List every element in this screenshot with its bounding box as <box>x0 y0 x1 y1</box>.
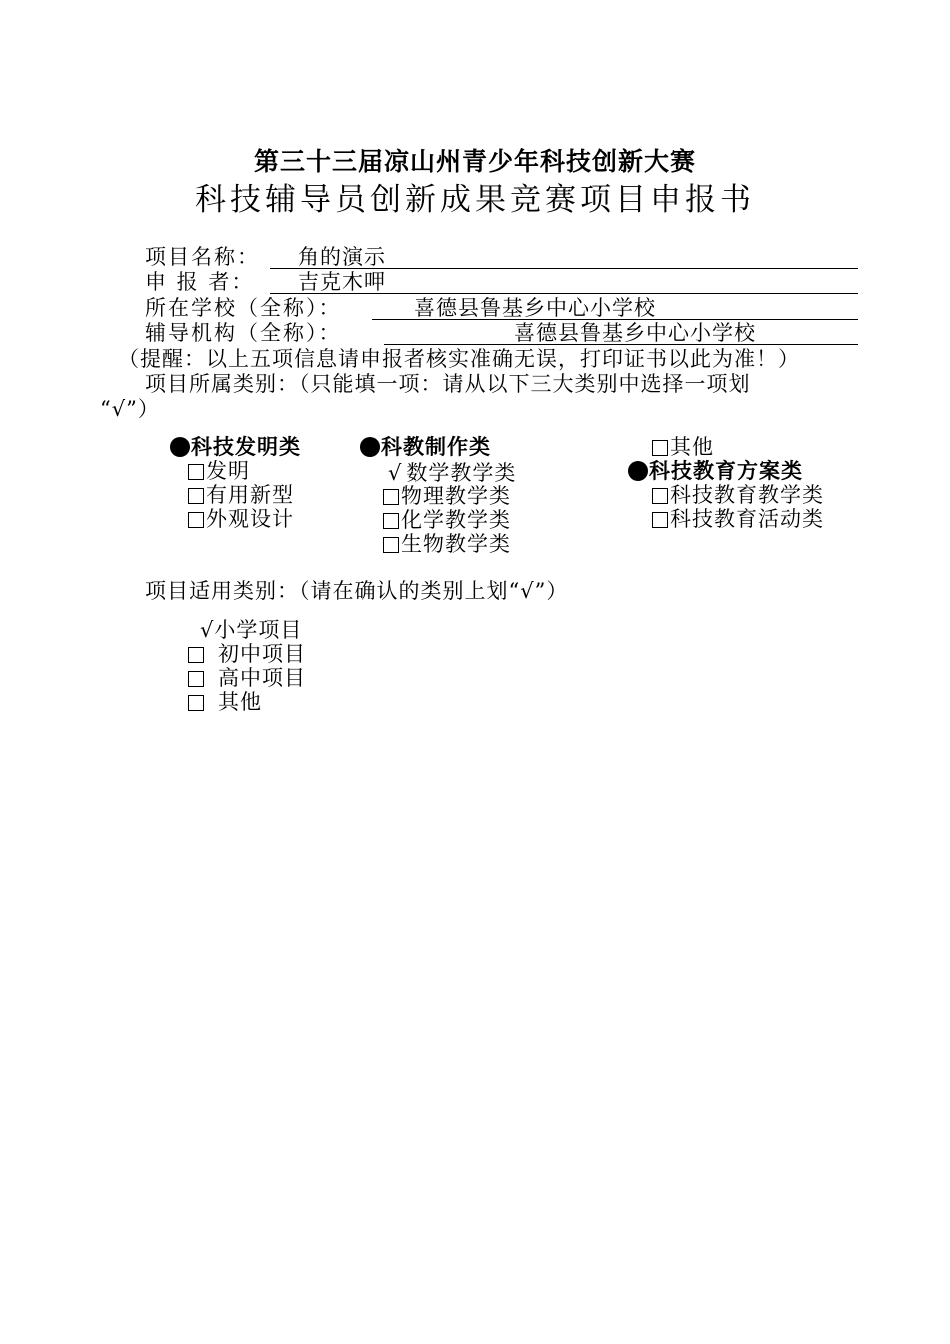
bullet-icon <box>170 437 190 457</box>
category-prompt-cont: “√”） <box>100 397 160 421</box>
option-edu-teaching[interactable]: 科技教育教学类 <box>652 483 824 507</box>
applicant-label: 申 报 者： <box>145 270 255 294</box>
checkbox-icon[interactable] <box>652 512 668 528</box>
checkmark-icon[interactable]: √ <box>388 461 403 485</box>
applicant-field[interactable]: 吉克木呷 <box>298 270 386 294</box>
category-invention <box>170 435 301 459</box>
checkbox-icon[interactable] <box>188 647 204 663</box>
checkbox-icon[interactable] <box>383 537 399 553</box>
option-biology-teaching[interactable]: 生物教学类 <box>383 532 511 556</box>
project-name-label: 项目名称： <box>145 245 260 269</box>
bullet-icon <box>628 461 648 481</box>
category-education-plan <box>628 459 803 483</box>
school-label: 所在学校（全称）： <box>145 296 342 320</box>
option-chemistry-teaching[interactable]: 化学教学类 <box>383 508 511 532</box>
page-title: 第三十三届凉山州青少年科技创新大赛 <box>253 147 696 176</box>
category-prompt: 项目所属类别：（只能填一项：请从以下三大类别中选择一项划 <box>145 372 751 396</box>
project-name-field[interactable]: 角的演示 <box>298 245 386 269</box>
option-utility-model[interactable]: 有用新型 <box>188 483 294 507</box>
option-design[interactable]: 外观设计 <box>188 507 294 531</box>
checkbox-icon[interactable] <box>188 695 204 711</box>
checkbox-icon[interactable] <box>188 671 204 687</box>
page-subtitle: 科技辅导员创新成果竞赛项目申报书 <box>195 182 755 218</box>
category-teaching-aids <box>360 435 491 459</box>
option-edu-activity[interactable]: 科技教育活动类 <box>652 507 824 531</box>
checkbox-icon[interactable] <box>383 489 399 505</box>
option-math-teaching[interactable]: √ 数学教学类 <box>388 461 517 485</box>
option-other-level[interactable]: 其他 <box>188 690 262 714</box>
category-education-plan-title: 科技教育方案类 <box>649 458 803 483</box>
agency-field[interactable]: 喜德县鲁基乡中心小学校 <box>514 321 756 345</box>
option-other-category[interactable]: 其他 <box>652 435 714 459</box>
reminder-note: （提醒：以上五项信息请申报者核实准确无误，打印证书以此为准！） <box>118 347 800 371</box>
option-primary[interactable]: √小学项目 <box>200 618 303 642</box>
option-senior-high[interactable]: 高中项目 <box>188 666 306 690</box>
school-field[interactable]: 喜德县鲁基乡中心小学校 <box>414 296 656 320</box>
option-physics-teaching[interactable]: 物理教学类 <box>383 484 511 508</box>
option-invention[interactable]: 发明 <box>188 459 250 483</box>
checkbox-icon[interactable] <box>652 440 668 456</box>
checkbox-icon[interactable] <box>383 513 399 529</box>
bullet-icon <box>360 437 380 457</box>
agency-label: 辅导机构（全称）： <box>145 321 342 345</box>
category-teaching-aids-title: 科教制作类 <box>381 434 491 459</box>
category-invention-title: 科技发明类 <box>191 434 301 459</box>
checkbox-icon[interactable] <box>652 488 668 504</box>
option-junior-high[interactable]: 初中项目 <box>188 642 306 666</box>
checkbox-icon[interactable] <box>188 464 204 480</box>
checkbox-icon[interactable] <box>188 512 204 528</box>
applicable-prompt: 项目适用类别：（请在确认的类别上划“√”） <box>145 579 569 603</box>
checkbox-icon[interactable] <box>188 488 204 504</box>
checkmark-icon[interactable]: √ <box>200 618 215 642</box>
